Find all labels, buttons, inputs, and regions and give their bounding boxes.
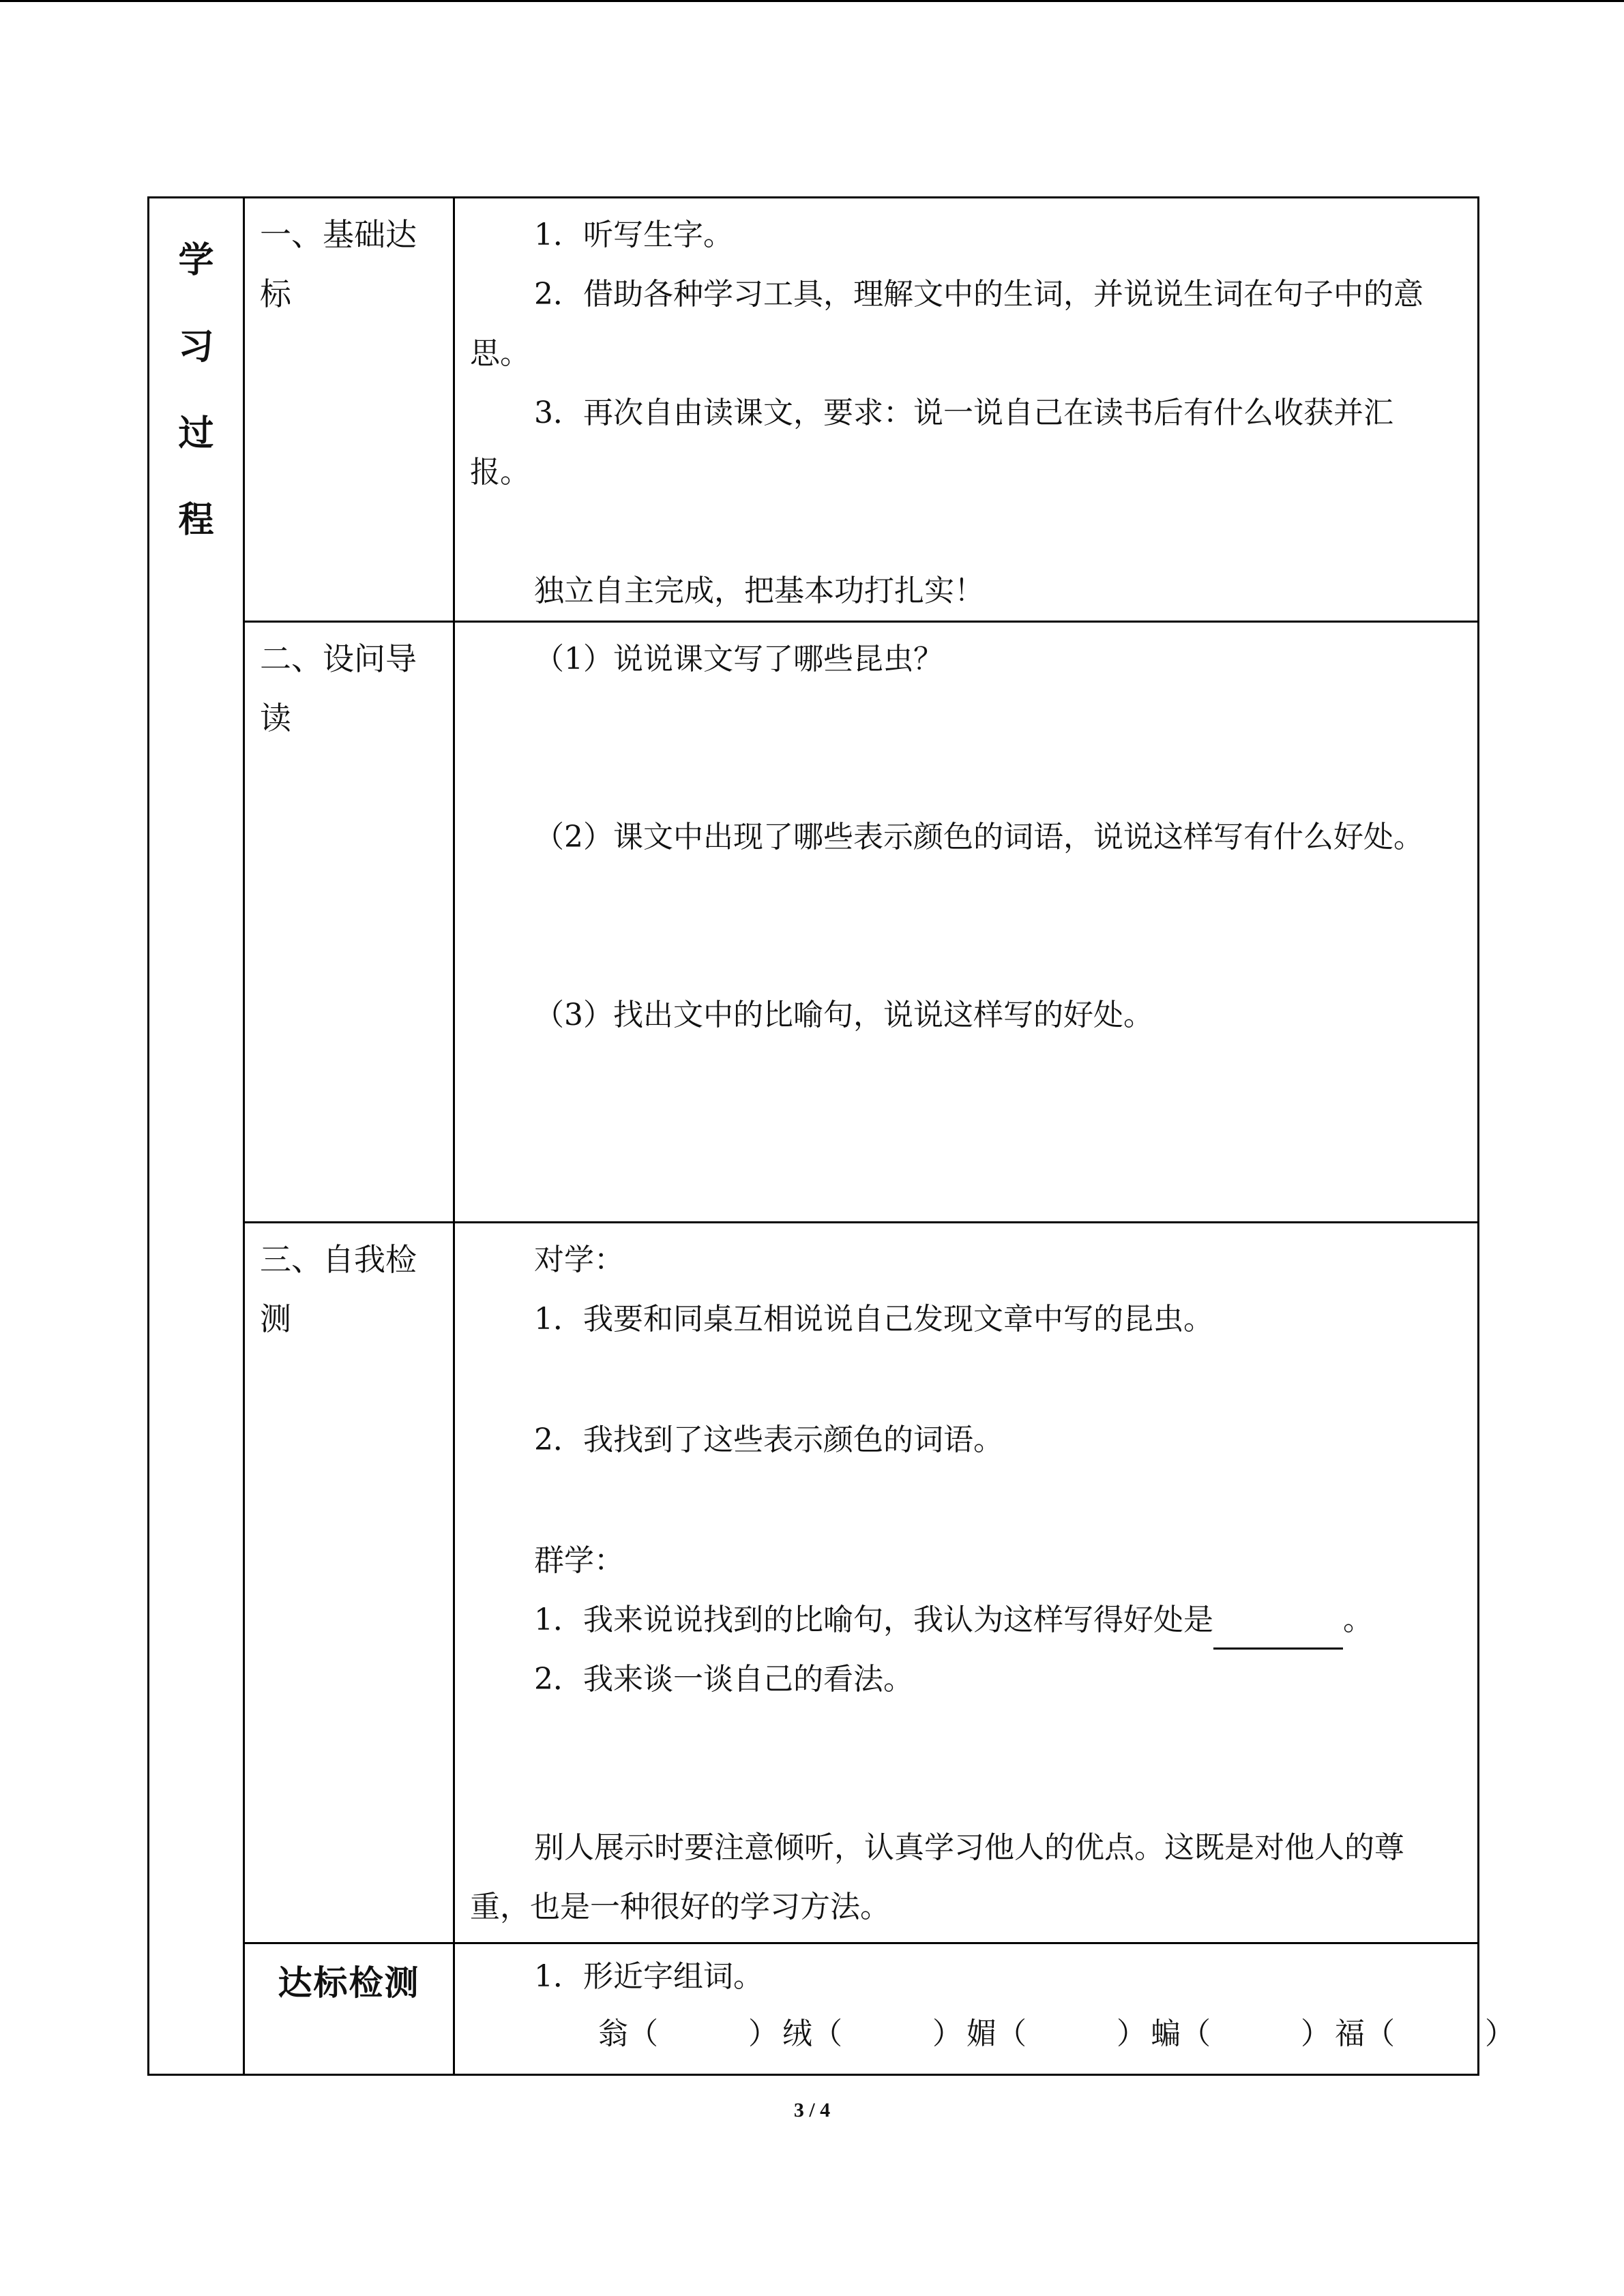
guided-question-2: （2）课文中出现了哪些表示颜色的词语，说说这样写有什么好处。 [534,820,1423,854]
side-title-char: 习 [178,327,214,368]
section-label-cell [244,1943,454,2075]
section-label-test: 达标检测 [278,1963,420,2003]
basic-item-2: 2．借助各种学习工具，理解文中的生词，并说说生词在句子中的意思。 [470,277,1423,371]
side-title-cell [149,198,244,2075]
side-title-char: 程 [178,500,214,541]
side-title-char: 过 [178,413,214,454]
section-label-basic: 一、基础达标 [260,216,417,312]
section-content-selfcheck [455,1223,1477,1937]
group-item-1-end: 。 [1343,1602,1373,1637]
side-title-char: 学 [178,240,214,281]
page-number: 3 / 4 [793,2099,831,2121]
section-label-cell [244,198,454,622]
side-title [149,198,243,564]
section-content-cell [454,622,1479,1223]
section-content-cell [454,198,1479,622]
answer-blank[interactable] [1213,1610,1343,1650]
section-content-test [455,1944,1515,2063]
section-row-selfcheck [149,1223,1479,1943]
char-pair: 蝙（ ） [1151,2016,1331,2051]
section-label-cell [244,622,454,1223]
char-pairs-row [470,2006,1515,2063]
top-border-line [0,0,1624,2]
guided-question-3: （3）找出文中的比喻句，说说这样写的好处。 [534,998,1153,1032]
group-study-item-1 [470,1590,1443,1650]
section-content-cell [454,1223,1479,1943]
group-study-title: 群学： [534,1543,624,1578]
selfcheck-note: 别人展示时要注意倾听，认真学习他人的优点。这既是对他人的尊重，也是一种很好的学习方法。 [470,1830,1404,1924]
section-label-selfcheck: 三、自我检测 [260,1241,417,1337]
char-pair: 绒（ ） [782,2016,962,2051]
basic-note: 独立自主完成，把基本功打扎实！ [534,573,984,608]
pair-study-item-1: 1．我要和同桌互相说说自己发现文章中写的昆虫。 [534,1302,1213,1337]
section-row-basic [149,198,1479,622]
group-item-1-text: 1．我来说说找到的比喻句，我认为这样写得好处是 [534,1602,1213,1637]
char-pair: 福（ ） [1335,2016,1515,2051]
section-content-cell [454,1943,1515,2075]
section-content-guided [455,623,1477,1045]
lesson-table [147,196,1515,2076]
char-pair: 媚（ ） [966,2016,1147,2051]
test-task: 1．形近字组词。 [534,1959,763,1994]
char-pair: 翁（ ） [598,2016,778,2051]
pair-study-title: 对学： [534,1242,624,1277]
group-study-item-2: 2．我来谈一谈自己的看法。 [534,1662,913,1697]
basic-item-3: 3．再次自由读课文，要求：说一说自己在读书后有什么收获并汇报。 [470,396,1393,490]
pair-study-item-2: 2．我找到了这些表示颜色的词语。 [534,1422,1003,1457]
section-label-cell [244,1223,454,1943]
section-row-test [149,1943,1479,2075]
basic-item-1: 1．听写生字。 [534,218,733,252]
guided-question-1: （1）说说课文写了哪些昆虫？ [534,642,943,676]
section-row-guided [149,622,1479,1223]
section-content-basic [455,198,1477,621]
section-label-guided: 二、设问导读 [260,640,417,736]
